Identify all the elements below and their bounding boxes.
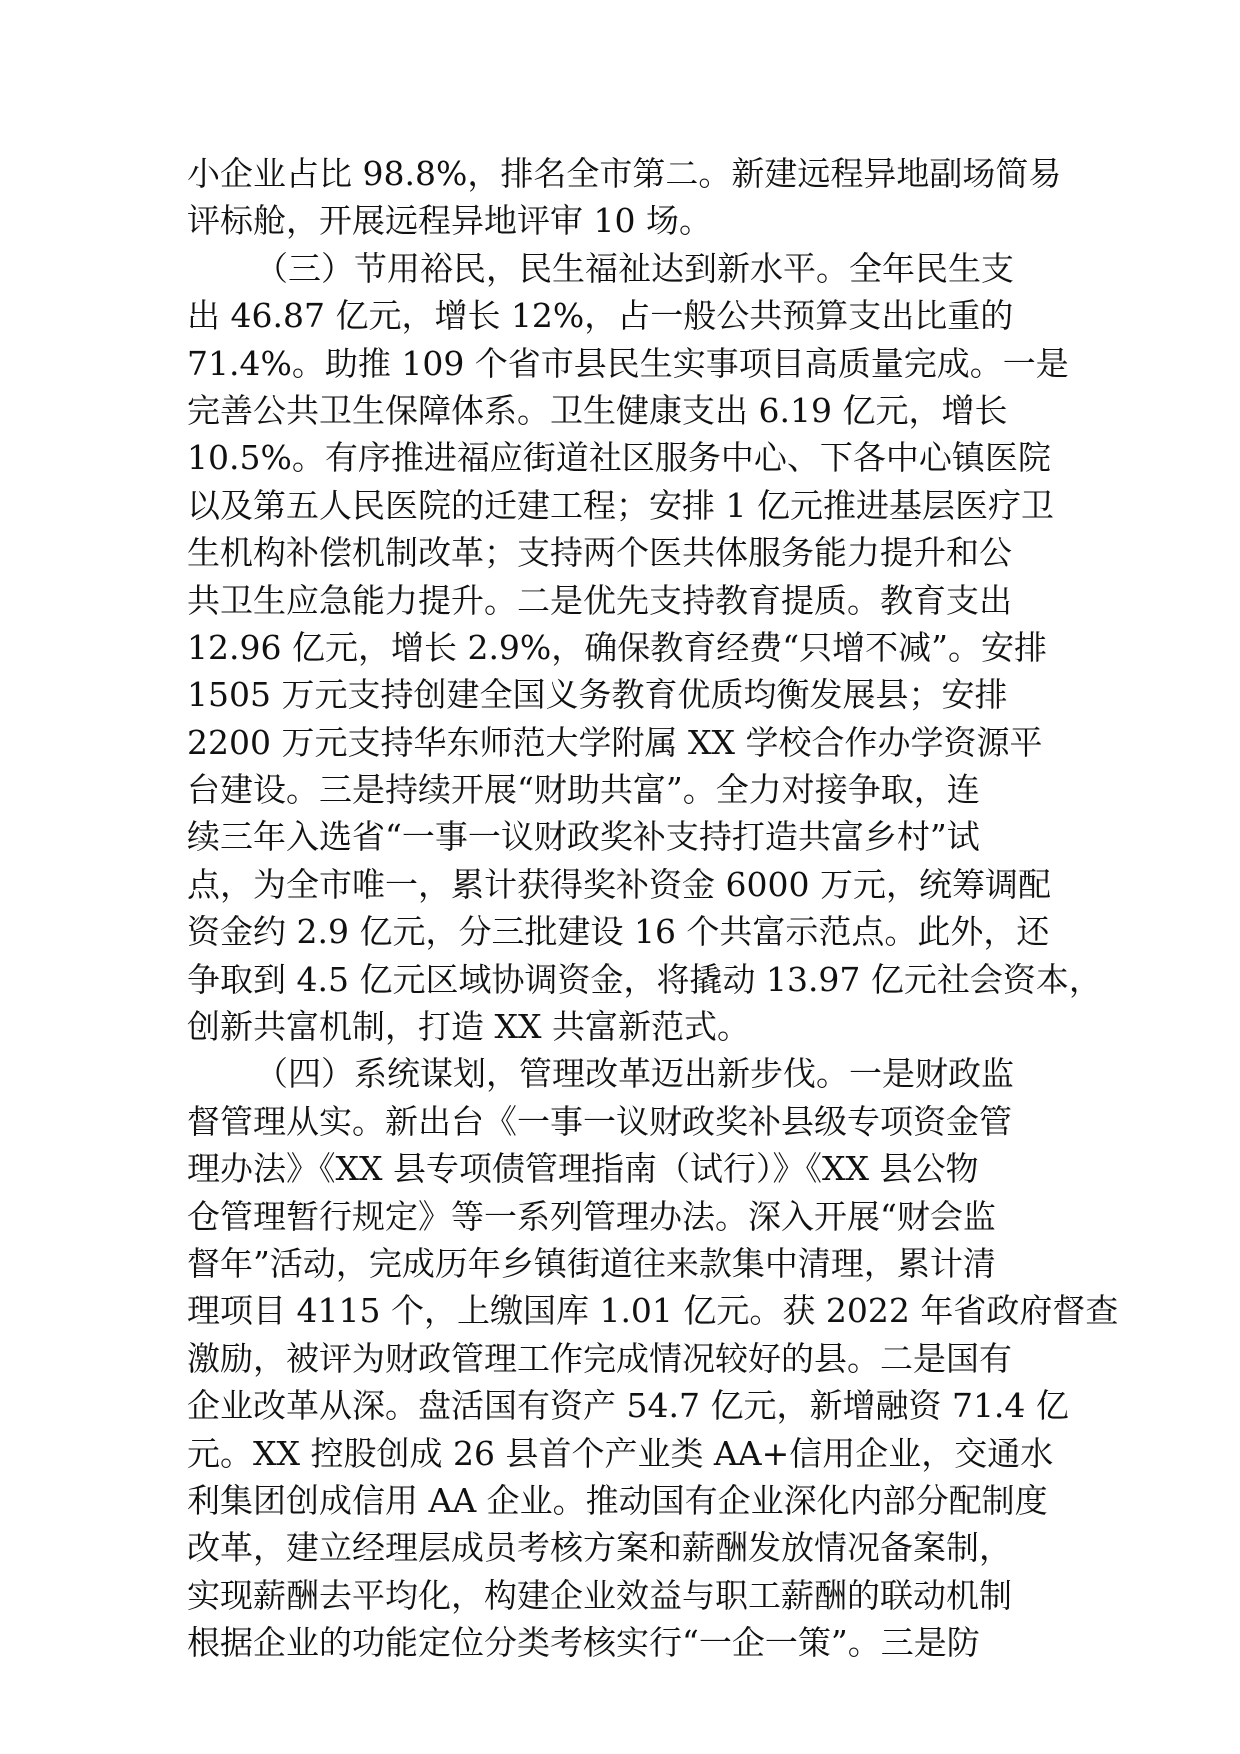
text-line: 资金约 2.9 亿元，分三批建设 16 个共富示范点。此外，还 — [187, 912, 1050, 952]
text-line: 元。XX 控股创成 26 县首个产业类 AA+信用企业，交通水 — [187, 1433, 1054, 1473]
text-line: 评标舱，开展远程异地评审 10 场。 — [187, 201, 712, 241]
text-line: 1505 万元支持创建全国义务教育优质均衡发展县；安排 — [187, 675, 1008, 715]
body-text — [187, 150, 1119, 1667]
text-line: 台建设。三是持续开展“财助共富”。全力对接争取，连 — [187, 770, 980, 810]
text-line: 督年”活动，完成历年乡镇街道往来款集中清理，累计清 — [187, 1243, 996, 1283]
text-line: 10.5%。有序推进福应街道社区服务中心、下各中心镇医院 — [187, 438, 1051, 478]
text-line: 生机构补偿机制改革；支持两个医共体服务能力提升和公 — [187, 533, 1012, 573]
text-line: 改革，建立经理层成员考核方案和薪酬发放情况备案制， — [187, 1528, 1012, 1568]
text-line: 共卫生应急能力提升。二是优先支持教育提质。教育支出 — [187, 580, 1012, 620]
text-line: 督管理从实。新出台《一事一议财政奖补县级专项资金管 — [187, 1101, 1012, 1141]
text-line: 根据企业的功能定位分类考核实行“一企一策”。三是防 — [187, 1623, 980, 1663]
text-line: 出 46.87 亿元，增长 12%，占一般公共预算支出比重的 — [187, 296, 1014, 336]
text-line: 创新共富机制，打造 XX 共富新范式。 — [187, 1007, 750, 1047]
text-line: 完善公共卫生保障体系。卫生健康支出 6.19 亿元，增长 — [187, 390, 1008, 430]
text-line: 以及第五人民医院的迁建工程；安排 1 亿元推进基层医疗卫 — [187, 485, 1054, 525]
text-line: 仓管理暂行规定》等一系列管理办法。深入开展“财会监 — [187, 1196, 996, 1236]
text-line: 企业改革从深。盘活国有资产 54.7 亿元，新增融资 71.4 亿 — [187, 1386, 1069, 1426]
text-line: 争取到 4.5 亿元区域协调资金，将撬动 13.97 亿元社会资本， — [187, 959, 1102, 999]
text-line: 续三年入选省“一事一议财政奖补支持打造共富乡村”试 — [187, 817, 980, 857]
text-line: 12.96 亿元，增长 2.9%，确保教育经费“只增不减”。安排 — [187, 627, 1048, 667]
section-heading-line: （三）节用裕民，民生福祉达到新水平。全年民生支 — [255, 248, 1014, 288]
text-line: 理项目 4115 个，上缴国库 1.01 亿元。获 2022 年省政府督查 — [187, 1291, 1119, 1331]
text-line: 激励，被评为财政管理工作完成情况较好的县。二是国有 — [187, 1338, 1012, 1378]
section-heading-line: （四）系统谋划，管理改革迈出新步伐。一是财政监 — [255, 1054, 1014, 1094]
text-line: 点，为全市唯一，累计获得奖补资金 6000 万元，统筹调配 — [187, 864, 1051, 904]
text-line: 小企业占比 98.8%，排名全市第二。新建远程异地副场简易 — [187, 154, 1062, 193]
text-line: 2200 万元支持华东师范大学附属 XX 学校合作办学资源平 — [187, 722, 1043, 762]
text-line: 理办法》《XX 县专项债管理指南（试行）》《XX 县公物 — [187, 1149, 979, 1189]
text-line: 71.4%。助推 109 个省市县民生实事项目高质量完成。一是 — [187, 343, 1069, 383]
text-line: 利集团创成信用 AA 企业。推动国有企业深化内部分配制度 — [187, 1480, 1048, 1520]
text-line: 实现薪酬去平均化，构建企业效益与职工薪酬的联动机制 — [187, 1575, 1012, 1615]
